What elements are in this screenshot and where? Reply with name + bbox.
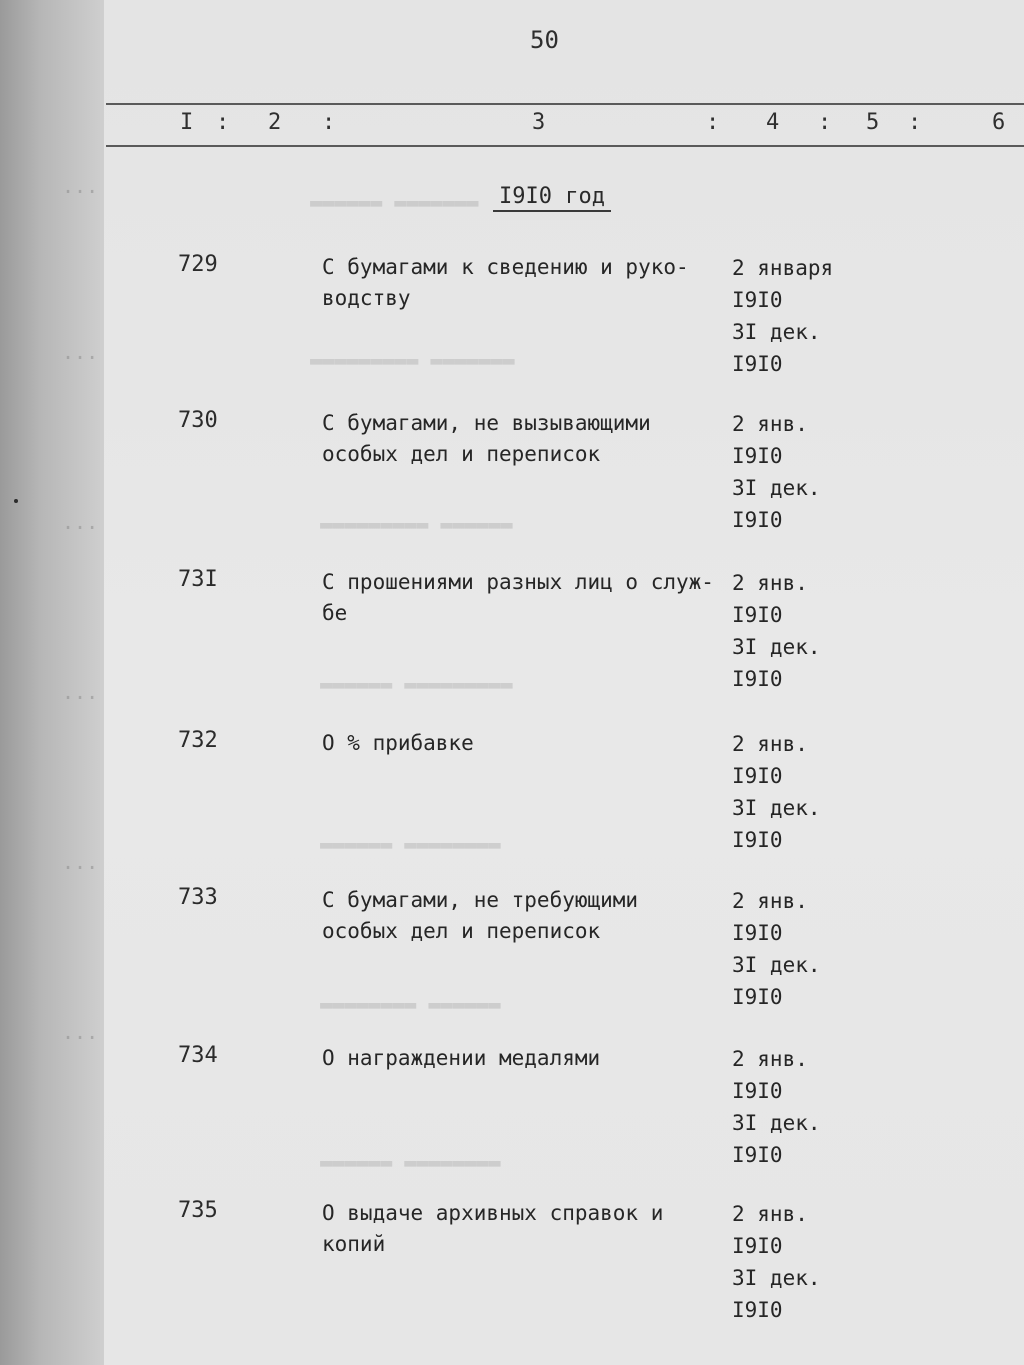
entry-title-line: С бумагами к сведению и руко- [322,255,689,279]
show-through-text: ▬▬▬▬▬▬ ▬▬▬▬▬▬▬ [310,190,479,214]
column-separator: : [706,110,720,135]
column-header-3: 3 [532,110,546,135]
entry-dates [732,1043,821,1171]
entry-title [322,1043,722,1074]
paper-speck [14,499,18,503]
show-through-text: ▬▬▬▬▬▬▬▬▬ ▬▬▬▬▬▬▬ [310,348,515,372]
faint-bleed-text: ... [62,340,99,364]
entry-dates [732,252,833,380]
entry-date-line: 3I дек. [732,796,821,820]
entry-title-line: О выдаче архивных справок и [322,1201,664,1225]
column-header-5: 5 [866,110,880,135]
entry-date-line: 2 января [732,256,834,280]
entry-title [322,408,722,470]
entry-number: 730 [178,408,218,433]
entry-date-line: I9I0 [732,667,783,691]
column-separator: : [216,110,230,135]
entry-title-line: водству [322,286,411,310]
entry-title [322,567,722,629]
entry-title [322,885,722,947]
entry-date-line: I9I0 [732,352,783,376]
faint-bleed-text: ... [62,680,99,704]
entry-date-line: 2 янв. [732,1202,808,1226]
entry-number: 729 [178,252,218,277]
faint-bleed-text: ... [62,174,99,198]
show-through-text: ▬▬▬▬▬▬▬▬ ▬▬▬▬▬▬ [320,992,501,1016]
entry-title-line: С бумагами, не требующими [322,888,639,912]
entry-date-line: I9I0 [732,1234,783,1258]
entry-number: 73I [178,567,218,592]
header-top-rule [106,103,1024,105]
entry-title-line: особых дел и переписок [322,919,601,943]
entry-number: 734 [178,1043,218,1068]
show-through-text: ▬▬▬▬▬▬▬▬▬ ▬▬▬▬▬▬ [320,512,513,536]
entry-date-line: I9I0 [732,1298,783,1322]
faint-bleed-text: ... [62,1020,99,1044]
entry-dates [732,567,821,695]
entry-title-line: бе [322,601,348,625]
header-bottom-rule [106,145,1024,147]
entry-dates [732,408,821,536]
entry-dates [732,885,821,1013]
page-number: 50 [530,26,559,54]
entry-title-line: О % прибавке [322,731,474,755]
entry-dates [732,1198,821,1326]
column-separator: : [818,110,832,135]
column-header-6: 6 [992,110,1006,135]
entry-number: 732 [178,728,218,753]
column-header-4: 4 [766,110,780,135]
column-separator: : [322,110,336,135]
entry-date-line: 3I дек. [732,635,821,659]
entry-date-line: I9I0 [732,985,783,1009]
entry-date-line: 3I дек. [732,1266,821,1290]
entry-date-line: 3I дек. [732,953,821,977]
show-through-text: ▬▬▬▬▬▬ ▬▬▬▬▬▬▬▬▬ [320,672,513,696]
entry-date-line: 2 янв. [732,571,808,595]
entry-date-line: I9I0 [732,508,783,532]
entry-title-line: копий [322,1232,386,1256]
entry-date-line: I9I0 [732,1079,783,1103]
entry-date-line: 3I дек. [732,476,821,500]
column-header-1: I [180,110,194,135]
faint-bleed-text: ... [62,510,99,534]
entry-title-line: С прошениями разных лиц о служ- [322,570,714,594]
column-separator: : [908,110,922,135]
show-through-text: ▬▬▬▬▬▬ ▬▬▬▬▬▬▬▬ [320,1150,501,1174]
entry-date-line: 2 янв. [732,1047,808,1071]
entry-date-line: I9I0 [732,921,783,945]
show-through-text: ▬▬▬▬▬▬ ▬▬▬▬▬▬▬▬ [320,832,501,856]
entry-dates [732,728,821,856]
entry-title-line: особых дел и переписок [322,442,601,466]
entry-date-line: I9I0 [732,603,783,627]
entry-date-line: 2 янв. [732,732,808,756]
entry-title [322,1198,722,1260]
adjacent-page-edge [0,0,106,1365]
entry-date-line: I9I0 [732,288,783,312]
entry-date-line: I9I0 [732,1143,783,1167]
entry-title [322,252,722,314]
entry-title [322,728,722,759]
entry-date-line: I9I0 [732,764,783,788]
entry-date-line: 3I дек. [732,1111,821,1135]
year-heading: I9I0 год [493,184,611,212]
entry-date-line: 3I дек. [732,320,821,344]
entry-date-line: 2 янв. [732,412,808,436]
faint-bleed-text: ... [62,850,99,874]
entry-date-line: 2 янв. [732,889,808,913]
column-header-2: 2 [268,110,282,135]
entry-date-line: I9I0 [732,444,783,468]
entry-title-line: С бумагами, не вызывающими [322,411,651,435]
entry-date-line: I9I0 [732,828,783,852]
entry-number: 735 [178,1198,218,1223]
entry-title-line: О награждении медалями [322,1046,601,1070]
entry-number: 733 [178,885,218,910]
